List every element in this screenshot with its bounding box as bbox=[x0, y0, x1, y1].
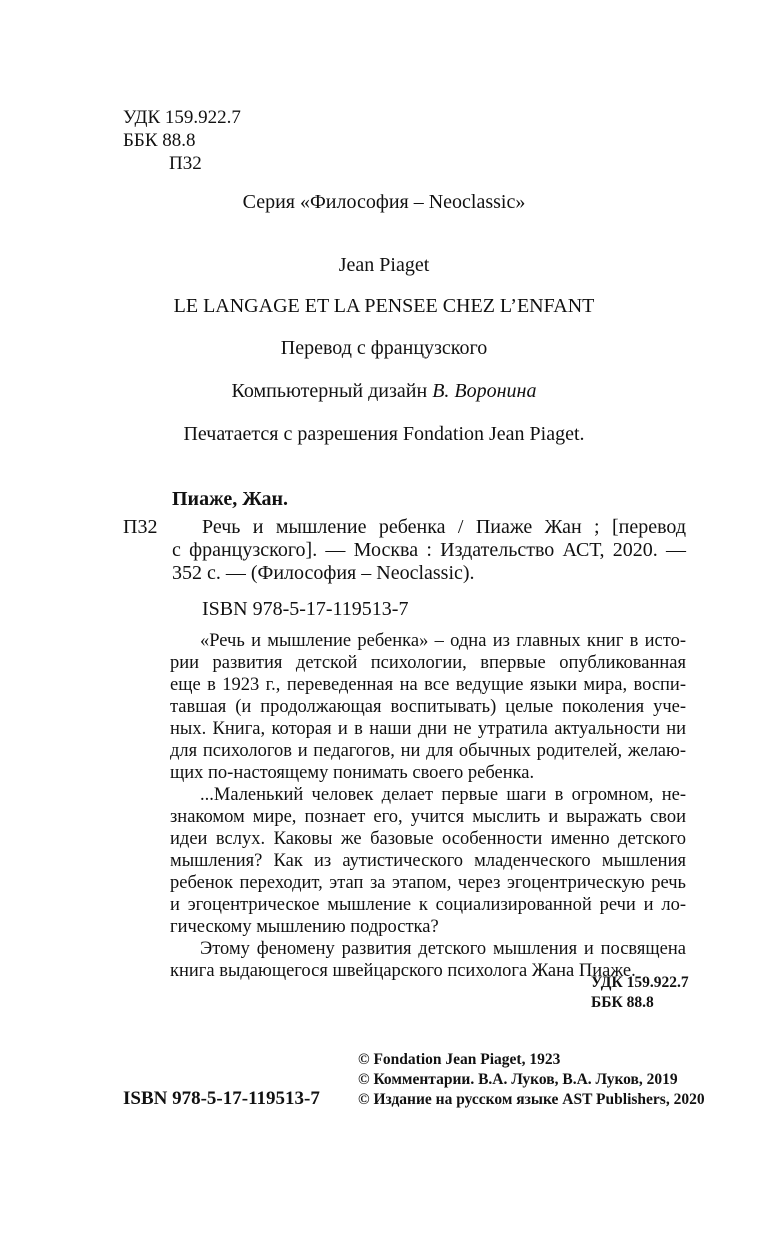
annotation-line: рии развития детской психологии, впервые опубликованная bbox=[170, 653, 686, 673]
series-line: Серия «Философия – Neoclassic» bbox=[242, 191, 526, 213]
translation-note: Перевод с французского bbox=[280, 337, 488, 359]
copyright-line: © Комментарии. В.А. Луков, В.А. Луков, 2019 bbox=[358, 1071, 678, 1088]
annotation-paragraph-2 bbox=[170, 784, 686, 938]
permission-note: Печатается с разрешения Fondation Jean Piaget. bbox=[183, 423, 585, 445]
original-author: Jean Piaget bbox=[338, 254, 430, 276]
record-desc-line-2: с французского]. — Москва : Издательство АСТ, 2020. — bbox=[172, 539, 686, 561]
udk-code: УДК 159.922.7 bbox=[123, 107, 241, 128]
record-mark: П32 bbox=[123, 516, 158, 538]
copyright-block bbox=[358, 1050, 705, 1110]
annotation bbox=[170, 630, 686, 982]
annotation-line: еще в 1923 г., переведенная на все ведущие языки мира, воспи- bbox=[170, 675, 686, 695]
annotation-line: книга выдающегося швейцарского психолога Жана Пиаже. bbox=[170, 961, 636, 981]
record-desc-line-3: 352 с. — (Философия – Neoclassic). bbox=[172, 562, 475, 584]
design-label: Компьютерный дизайн bbox=[231, 380, 428, 402]
annotation-line: гическому мышлению подростка? bbox=[170, 917, 439, 937]
annotation-line: и эгоцентрическое мышление к социализированной речи и ло- bbox=[170, 895, 686, 915]
footer-isbn: ISBN 978-5-17-119513-7 bbox=[123, 1088, 320, 1109]
annotation-line: мышления? Как из аутистического младенческого мышления bbox=[170, 851, 686, 871]
bottom-udk-code: УДК 159.922.7 bbox=[591, 974, 689, 991]
bottom-bbk-code: ББК 88.8 bbox=[591, 994, 654, 1011]
copyright-line: © Fondation Jean Piaget, 1923 bbox=[358, 1051, 561, 1068]
annotation-line: ных. Книга, которая и в наши дни не утратила актуальности ни bbox=[170, 719, 686, 739]
annotation-line: идеи вслух. Каковы же базовые особенности именно детского bbox=[170, 829, 686, 849]
classification-block bbox=[123, 106, 241, 175]
record-isbn: ISBN 978-5-17-119513-7 bbox=[202, 598, 409, 620]
annotation-line: для психологов и педагогов, ни для обычных родителей, желаю- bbox=[170, 741, 686, 761]
annotation-line: «Речь и мышление ребенка» – одна из главных книг в исто- bbox=[200, 631, 686, 651]
annotation-line: ребенок переходит, этап за этапом, через эгоцентрическую речь bbox=[170, 873, 686, 893]
annotation-line: ...Маленький человек делает первые шаги в огромном, не- bbox=[200, 785, 686, 805]
annotation-line: щих по-настоящему понимать своего ребенка. bbox=[170, 763, 535, 783]
annotation-line: тавшая (и продолжающая воспитывать) целые поколения уче- bbox=[170, 697, 686, 717]
author-mark: П32 bbox=[169, 153, 202, 174]
record-heading: Пиаже, Жан. bbox=[172, 488, 288, 510]
bbk-code: ББК 88.8 bbox=[123, 130, 196, 151]
annotation-paragraph-1 bbox=[170, 630, 686, 784]
designer-name: В. Воронина bbox=[432, 380, 537, 402]
annotation-line: Этому феномену развития детского мышления и посвящена bbox=[200, 939, 686, 959]
design-credit bbox=[0, 380, 768, 403]
copyright-line: © Издание на русском языке AST Publishers, 2020 bbox=[358, 1091, 705, 1108]
original-title: LE LANGAGE ET LA PENSEE CHEZ L’ENFANT bbox=[173, 295, 595, 317]
bottom-codes bbox=[591, 973, 689, 1013]
record-desc-line-1: Речь и мышление ребенка / Пиаже Жан ; [перевод bbox=[202, 516, 686, 538]
annotation-line: знакомом мире, познает его, учится мыслить и выражать свои bbox=[170, 807, 686, 827]
